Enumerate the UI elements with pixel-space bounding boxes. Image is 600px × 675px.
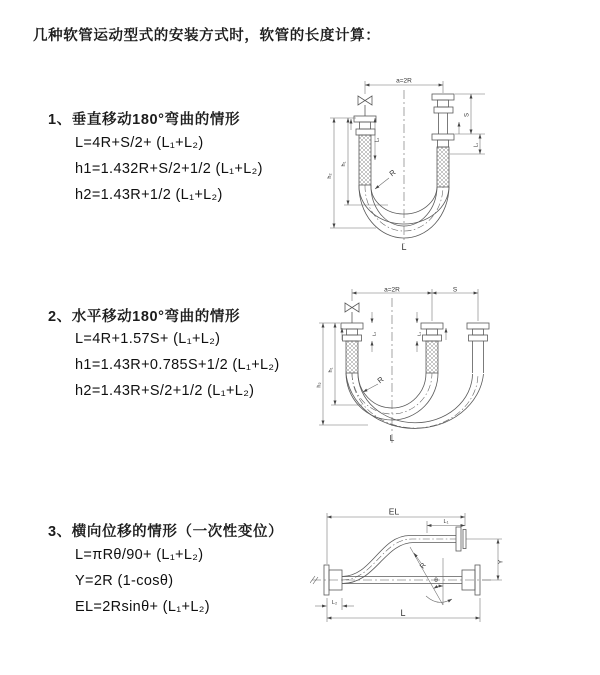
section-2-formula-L: L=4R+1.57S+ (L₁+L₂)	[75, 331, 221, 347]
section-1-formula-h2: h2=1.43R+1/2 (L₁+L₂)	[75, 187, 223, 203]
dim-label-span: a=2R	[396, 77, 412, 85]
section-1-formula-h1: h1=1.432R+S/2+1/2 (L₁+L₂)	[75, 161, 263, 177]
dim-label-l2: L₂	[372, 331, 378, 337]
section-1-formula-L: L=4R+S/2+ (L₁+L₂)	[75, 135, 204, 151]
section-3-formula-Y: Y=2R (1-cosθ)	[75, 573, 174, 589]
dim-label-l1: L₁	[473, 142, 480, 148]
hose-and-fittings	[310, 527, 494, 595]
dim-label-radius: R	[419, 561, 428, 571]
dim-label-travel: S	[464, 112, 471, 118]
dim-label-l2: L₂	[331, 600, 338, 606]
page-title: 几种软管运动型式的安装方式时，软管的长度计算：	[33, 28, 381, 44]
diagram-lateral-displacement	[310, 506, 510, 636]
section-2-heading: 2、水平移动180°弯曲的情形	[48, 309, 241, 325]
dim-label-length: L	[400, 608, 406, 618]
dimension-lines	[315, 513, 502, 622]
dim-label-h2: h₂	[327, 173, 333, 179]
section-3-heading: 3、横向位移的情形（一次性变位）	[48, 524, 284, 540]
section-3-formula-EL: EL=2Rsinθ+ (L₁+L₂)	[75, 599, 210, 615]
valve-icon	[345, 303, 359, 312]
hose-and-fittings	[341, 298, 489, 444]
section-2-formula-h2: h2=1.43R+S/2+1/2 (L₁+L₂)	[75, 383, 255, 399]
dim-label-h1: h₁	[341, 161, 347, 167]
dim-label-theta: θ	[434, 577, 438, 584]
angle-construction	[410, 547, 452, 605]
dim-label-span: a=2R	[384, 286, 400, 294]
dim-label-l1: L₁	[443, 519, 449, 525]
section-1-heading: 1、垂直移动180°弯曲的情形	[48, 112, 241, 128]
dim-label-h2: h₂	[316, 382, 323, 388]
dim-label-l2: L₂	[374, 137, 381, 143]
dim-label-radius: R	[387, 167, 398, 179]
dimension-lines	[316, 286, 478, 425]
dim-label-h1: h₁	[328, 367, 334, 373]
dim-label-radius: R	[375, 374, 386, 386]
dim-label-y: Y	[497, 559, 505, 565]
dim-label-length: L	[401, 242, 407, 252]
dim-label-el: EL	[388, 506, 400, 517]
dim-label-l1: L₁	[417, 331, 423, 337]
dimension-lines	[330, 81, 485, 228]
dim-label-travel: S	[452, 286, 458, 294]
dim-label-length: L	[389, 433, 395, 443]
valve-icon	[358, 96, 372, 105]
diagram-horizontal-180-bend	[316, 286, 501, 451]
diagram-vertical-180-bend	[318, 72, 493, 257]
hose-and-fittings	[354, 90, 454, 244]
section-2-formula-h1: h1=1.43R+0.785S+1/2 (L₁+L₂)	[75, 357, 280, 373]
section-3-formula-L: L=πRθ/90+ (L₁+L₂)	[75, 547, 204, 563]
